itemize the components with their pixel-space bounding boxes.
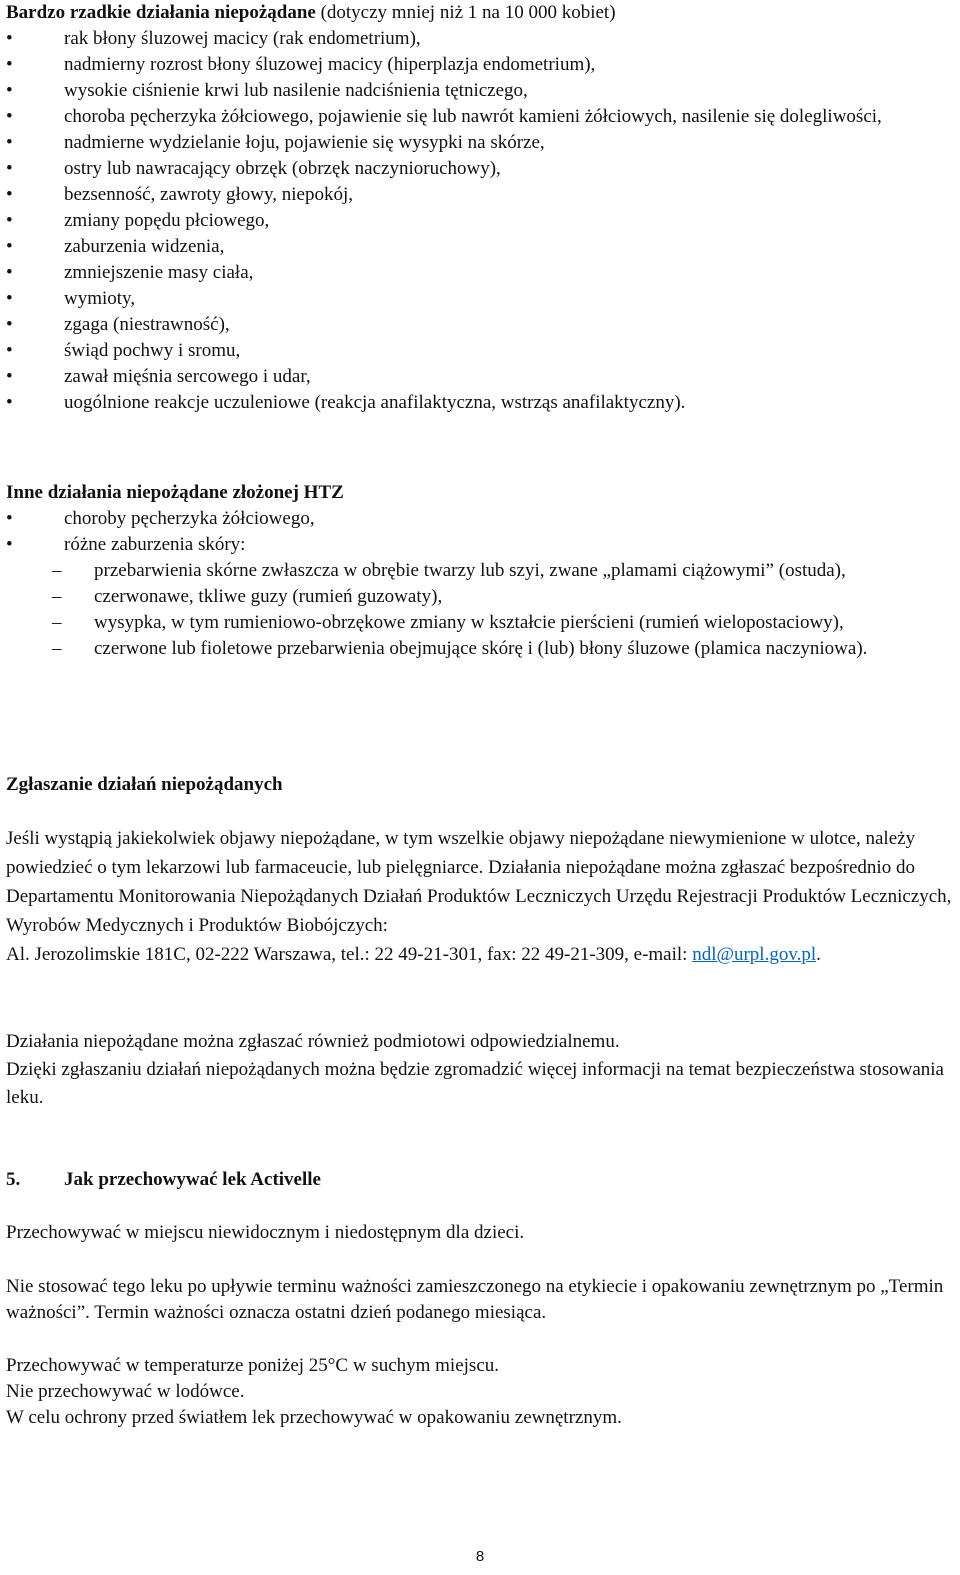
page-number: 8	[475, 1548, 485, 1565]
very-rare-side-effects-section	[6, 0, 956, 416]
list-item: • zaburzenia widzenia,	[6, 234, 956, 260]
storage-heading: Jak przechowywać lek Activelle	[64, 1169, 321, 1190]
reporting-benefit-paragraph: Dzięki zgłaszaniu działań niepożądanych można będzie zgromadzić więcej informacji na temat bezpieczeństwa stosowania leku.	[6, 1059, 944, 1108]
reporting-address: Al. Jerozolimskie 181C, 02-222 Warszawa, tel.: 22 49-21-301, fax: 22 49-21-309, e-mail:	[6, 944, 693, 965]
reporting-heading: Zgłaszanie działań niepożądanych	[6, 774, 283, 795]
storage-section	[6, 1167, 956, 1193]
list-item: • ostry lub nawracający obrzęk (obrzęk naczynioruchowy),	[6, 156, 956, 182]
list-item: • rak błony śluzowej macicy (rak endometrium),	[6, 26, 956, 52]
storage-children-paragraph: Przechowywać w miejscu niewidocznym i niedostępnym dla dzieci.	[6, 1222, 525, 1243]
reporting-mah-paragraph: Działania niepożądane można zgłaszać również podmiotowi odpowiedzialnemu.	[6, 1031, 620, 1052]
sublist-item: – wysypka, w tym rumieniowo-obrzękowe zmiany w kształcie pierścieni (rumień wielopostaciowy),	[6, 610, 956, 636]
storage-expiry-paragraph: Nie stosować tego leku po upływie terminu ważności zamieszczonego na etykiecie i opakowaniu zewnętrznym po „Termin ważności”. Termin ważności oznacza ostatni dzień podanego miesiąca.	[6, 1276, 944, 1323]
sublist-item: – czerwone lub fioletowe przebarwienia obejmujące skórę i (lub) błony śluzowe (plamica naczyniowa).	[6, 636, 956, 662]
reporting-section	[6, 772, 956, 798]
reporting-footer	[6, 1028, 956, 1112]
storage-children-paragraph-wrap	[6, 1220, 956, 1246]
list-item: • nadmierny rozrost błony śluzowej macicy (hiperplazja endometrium),	[6, 52, 956, 78]
very-rare-list	[6, 26, 956, 416]
hrt-list	[6, 506, 956, 558]
sublist-item: – czerwonawe, tkliwe guzy (rumień guzowaty),	[6, 584, 956, 610]
hrt-heading: Inne działania niepożądane złożonej HTZ	[6, 482, 344, 503]
list-item: • zmniejszenie masy ciała,	[6, 260, 956, 286]
very-rare-heading-line	[6, 0, 956, 26]
storage-light-line: W celu ochrony przed światłem lek przechowywać w opakowaniu zewnętrznym.	[6, 1407, 622, 1428]
email-link[interactable]: ndl@urpl.gov.pl	[692, 944, 817, 965]
list-item: • zawał mięśnia sercowego i udar,	[6, 364, 956, 390]
storage-conditions	[6, 1353, 956, 1431]
email-end: .	[816, 944, 821, 965]
skin-disorders-sublist	[6, 558, 956, 662]
very-rare-frequency-note: (dotyczy mniej niż 1 na 10 000 kobiet)	[315, 2, 616, 23]
storage-expiry-paragraph-wrap	[6, 1274, 956, 1326]
list-item: • choroby pęcherzyka żółciowego,	[6, 506, 956, 532]
sublist-item: – przebarwienia skórne zwłaszcza w obrębie twarzy lub szyi, zwane „plamami ciążowymi” (ostuda),	[6, 558, 956, 584]
reporting-body	[6, 824, 956, 969]
list-item: • różne zaburzenia skóry:	[6, 532, 956, 558]
hrt-side-effects-section	[6, 480, 956, 662]
list-item: • wymioty,	[6, 286, 956, 312]
section-number: 5.	[6, 1169, 21, 1190]
list-item: • zmiany popędu płciowego,	[6, 208, 956, 234]
very-rare-heading: Bardzo rzadkie działania niepożądane	[6, 2, 316, 23]
reporting-paragraph: Jeśli wystąpią jakiekolwiek objawy niepożądane, w tym wszelkie objawy niepożądane niewymienione w ulotce, należy powiedzieć o tym lekarzowi lub farmaceucie, lub pielęgniarce. Działania niepożądane można zgłaszać bezpośrednio do Departamentu Monitorowania Niepożądanych Działań Produktów Leczniczych Urzędu Rejestracji Produktów Leczniczych, Wyrobów Medycznych i Produktów Biobójczych:	[6, 828, 952, 936]
list-item: • uogólnione reakcje uczuleniowe (reakcja anafilaktyczna, wstrząs anafilaktyczny).	[6, 390, 956, 416]
storage-temperature-line: Przechowywać w temperaturze poniżej 25°C w suchym miejscu.	[6, 1355, 499, 1376]
list-item: • wysokie ciśnienie krwi lub nasilenie nadciśnienia tętniczego,	[6, 78, 956, 104]
list-item: • świąd pochwy i sromu,	[6, 338, 956, 364]
list-item: • choroba pęcherzyka żółciowego, pojawienie się lub nawrót kamieni żółciowych, nasilenie się dolegliwości,	[6, 104, 956, 130]
storage-fridge-line: Nie przechowywać w lodówce.	[6, 1381, 245, 1402]
storage-heading-line	[6, 1167, 956, 1193]
reporting-address-line	[6, 940, 956, 969]
list-item: • zgaga (niestrawność),	[6, 312, 956, 338]
list-item: • nadmierne wydzielanie łoju, pojawienie się wysypki na skórze,	[6, 130, 956, 156]
list-item: • bezsenność, zawroty głowy, niepokój,	[6, 182, 956, 208]
